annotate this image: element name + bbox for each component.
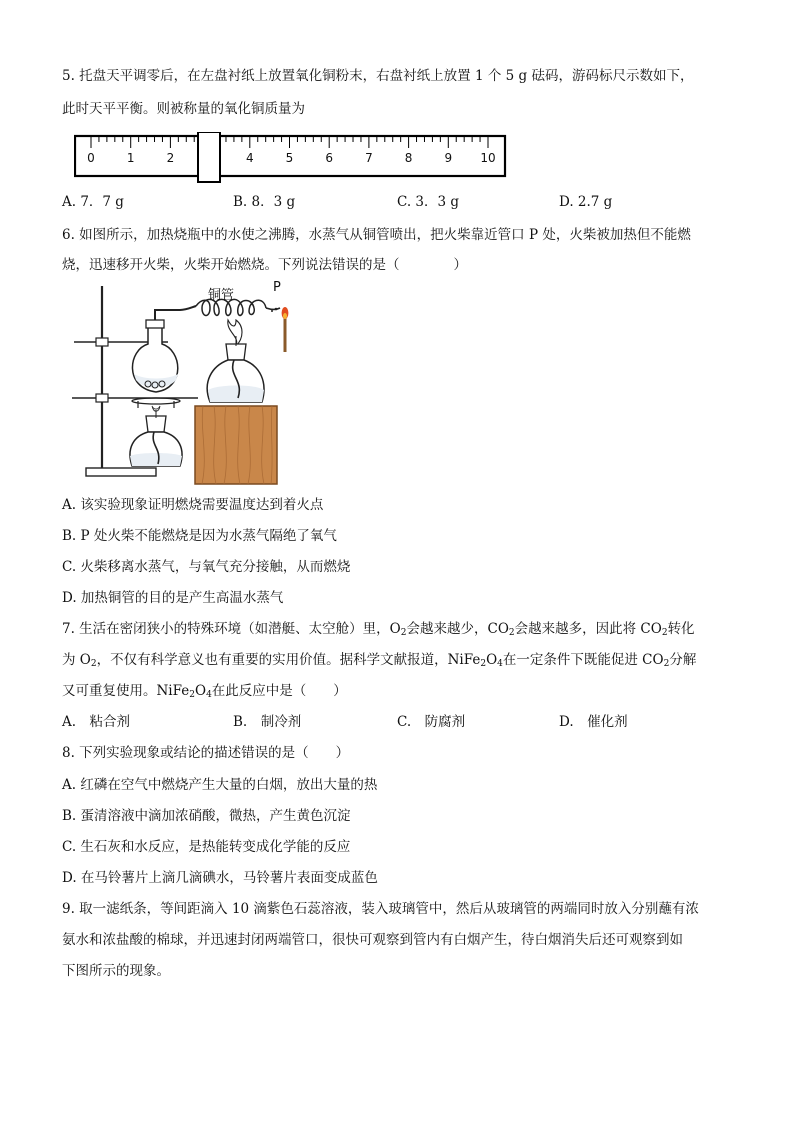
q6-option-b[interactable]: B. P 处火柴不能燃烧是因为水蒸气隔绝了氧气 — [62, 528, 337, 544]
copper-tube-label: 铜管 — [208, 288, 235, 303]
ruler-label: 2 — [166, 151, 175, 165]
q6-option-c[interactable]: C. 火柴移离水蒸气，与氧气充分接触，从而燃烧 — [62, 559, 351, 575]
q7-stem-line1: 7. 生活在密闭狭小的特殊环境（如潜艇、太空舱）里，$O_2$会越来越少，$CO_2$会越来越多，因此将 $CO_2$转化 — [62, 621, 695, 638]
ruler-label: 8 — [404, 151, 413, 165]
q5-stem-line1: 5. 托盘天平调零后，在左盘衬纸上放置氧化铜粉末，右盘衬纸上放置 1 个 5 g 砝码，游码标尺示数如下， — [62, 68, 694, 84]
ruler-label: 9 — [444, 151, 453, 165]
q6-option-d[interactable]: D. 加热铜管的目的是产生高温水蒸气 — [62, 590, 284, 606]
q5-option-b[interactable]: B. 8．3 g — [233, 194, 296, 210]
q7-option-d[interactable]: D. 催化剂 — [559, 714, 628, 730]
q7-option-b[interactable]: B. 制冷剂 — [233, 714, 302, 730]
ruler-label: 10 — [480, 151, 496, 165]
q7-stem-line2: 为 $O_2$，不仅有科学意义也有重要的实用价值。据科学文献报道，$NiFe_2O_4$在一定条件下既能促进 $CO_2$分解 — [62, 652, 697, 669]
q8-stem: 8. 下列实验现象或结论的描述错误的是（ ） — [62, 745, 350, 761]
q9-stem-line1: 9. 取一滤纸条，等间距滴入 10 滴紫色石蕊溶液，装入玻璃管中，然后从玻璃管的两端同时放入分别蘸有浓 — [62, 901, 699, 917]
rider-slider — [198, 132, 220, 182]
ruler-label: 7 — [365, 151, 373, 165]
combustion-apparatus-figure — [68, 280, 300, 490]
ruler-label: 5 — [285, 151, 294, 165]
q6-stem-line2: 烧，迅速移开火柴，火柴开始燃烧。下列说法错误的是（ ） — [62, 257, 467, 273]
q5-option-a[interactable]: A. 7．7 g — [62, 194, 124, 210]
q5-option-c[interactable]: C. 3．3 g — [397, 194, 460, 210]
ruler-label: 4 — [245, 151, 254, 165]
ruler-label: 0 — [87, 151, 95, 165]
q8-option-c[interactable]: C. 生石灰和水反应，是热能转变成化学能的反应 — [62, 839, 351, 855]
q5-stem-line2: 此时天平平衡。则被称量的氧化铜质量为 — [62, 101, 305, 117]
q7-option-a[interactable]: A. 粘合剂 — [62, 714, 131, 730]
q9-stem-line3: 下图所示的现象。 — [62, 963, 170, 979]
ruler-label: 6 — [325, 151, 334, 165]
q7-option-c[interactable]: C. 防腐剂 — [397, 714, 466, 730]
point-p-label: P — [273, 280, 281, 295]
q6-stem-line1: 6. 如图所示，加热烧瓶中的水使之沸腾，水蒸气从铜管喷出，把火柴靠近管口 P 处，火柴被加热但不能燃 — [62, 227, 691, 243]
q8-option-b[interactable]: B. 蛋清溶液中滴加浓硝酸，微热，产生黄色沉淀 — [62, 808, 351, 824]
q9-stem-line2: 氨水和浓盐酸的棉球，并迅速封闭两端管口，很快可观察到管内有白烟产生，待白烟消失后还可观察到如 — [62, 932, 683, 948]
q8-option-d[interactable]: D. 在马铃薯片上滴几滴碘水，马铃薯片表面变成蓝色 — [62, 870, 378, 886]
q8-option-a[interactable]: A. 红磷在空气中燃烧产生大量的白烟，放出大量的热 — [62, 777, 378, 793]
q7-stem-line3: 又可重复使用。$NiFe_2O_4$在此反应中是（ ） — [62, 683, 347, 700]
ruler-label: 1 — [126, 151, 135, 165]
q6-option-a[interactable]: A. 该实验现象证明燃烧需要温度达到着火点 — [62, 497, 324, 513]
q5-option-d[interactable]: D. 2.7 g — [559, 194, 613, 210]
rider-scale-ruler — [74, 132, 508, 184]
